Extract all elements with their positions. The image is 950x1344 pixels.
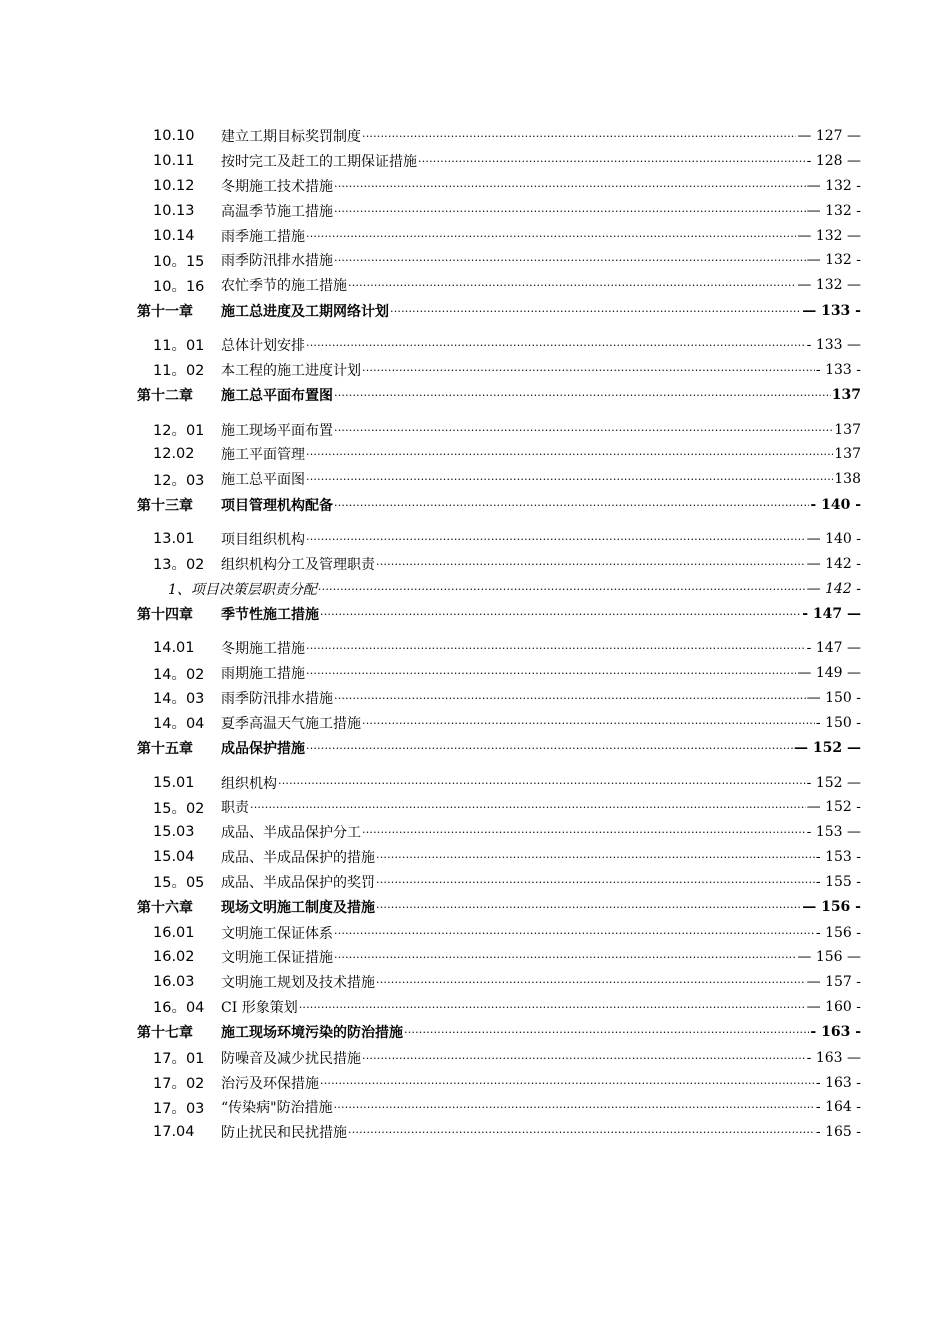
entry-number: 16.01 <box>153 924 195 941</box>
entry-title: 职责 <box>221 800 249 817</box>
entry-title: 成品、半成品保护分工 <box>221 825 361 842</box>
entry-number: 17.04 <box>153 1124 195 1141</box>
dot-leader <box>334 253 806 267</box>
entry-page-number: - 128 — <box>806 153 861 170</box>
entry-number: 10.11 <box>153 153 195 170</box>
entry-number: 17。01 <box>153 1051 205 1068</box>
dot-leader <box>404 1025 809 1039</box>
entry-number: 14。04 <box>153 716 205 733</box>
toc-chapter-entry[interactable] <box>137 298 861 324</box>
toc-section-entry[interactable] <box>137 820 861 845</box>
entry-number: 13。02 <box>153 557 205 574</box>
entry-number: 第十五章 <box>137 741 193 758</box>
entry-number: 第十一章 <box>137 303 193 320</box>
entry-title: 建立工期目标奖罚制度 <box>221 129 361 146</box>
toc-section-entry[interactable] <box>137 869 861 894</box>
entry-page-number: — 132 — <box>797 227 861 244</box>
toc-chapter-entry[interactable] <box>137 894 861 920</box>
toc-section-entry[interactable] <box>137 770 861 795</box>
entry-number: 10.14 <box>153 227 195 244</box>
entry-page-number: 137 <box>831 387 861 404</box>
dot-leader <box>334 388 831 402</box>
entry-page-number: — 157 - <box>806 974 861 991</box>
toc-section-entry[interactable] <box>137 357 861 382</box>
dot-leader <box>306 532 806 546</box>
entry-number: 15.01 <box>153 774 195 791</box>
toc-section-entry[interactable] <box>137 527 861 552</box>
dot-leader <box>306 447 833 461</box>
toc-section-entry[interactable] <box>137 149 861 174</box>
toc-section-entry[interactable] <box>137 273 861 298</box>
entry-page-number: — 133 - <box>802 302 861 319</box>
entry-number: 14.01 <box>153 640 195 657</box>
table-of-contents <box>137 124 861 1145</box>
entry-number: 15.03 <box>153 824 195 841</box>
entry-page-number: — 132 - <box>806 252 861 269</box>
entry-number: 16.03 <box>153 974 195 991</box>
toc-chapter-entry[interactable] <box>137 601 861 627</box>
entry-page-number: — 160 - <box>806 998 861 1015</box>
dot-leader <box>306 472 833 486</box>
toc-section-entry[interactable] <box>137 795 861 820</box>
entry-title: CI 形象策划 <box>221 999 298 1016</box>
entry-page-number: — 152 - <box>806 799 861 816</box>
toc-chapter-entry[interactable] <box>137 382 861 408</box>
entry-page-number: — 142 - <box>806 580 861 597</box>
dot-leader <box>376 975 806 989</box>
toc-section-entry[interactable] <box>137 467 861 492</box>
entry-number: 13.01 <box>153 530 195 547</box>
dot-leader <box>376 850 815 864</box>
dot-leader <box>362 363 815 377</box>
entry-title: 组织机构 <box>221 775 277 792</box>
entry-page-number: — 140 - <box>806 530 861 547</box>
entry-title: 防止扰民和民扰措施 <box>221 1125 347 1142</box>
entry-number: 17。02 <box>153 1076 205 1092</box>
entry-title: 雨季防汛排水措施 <box>221 253 333 270</box>
dot-leader <box>250 800 806 814</box>
entry-page-number: - 133 - <box>815 361 861 378</box>
entry-page-number: - 163 - <box>810 1024 861 1041</box>
entry-title: 防噪音及减少扰民措施 <box>221 1050 361 1067</box>
entry-page-number: — 132 - <box>806 202 861 219</box>
entry-number: 第十六章 <box>137 900 193 917</box>
dot-leader <box>362 1051 806 1065</box>
entry-page-number: — 149 — <box>797 665 861 682</box>
toc-section-entry[interactable] <box>137 1120 861 1145</box>
entry-number: 11。01 <box>153 338 205 355</box>
entry-page-number: — 152 — <box>794 740 861 757</box>
entry-title: 季节性施工措施 <box>221 606 319 623</box>
entry-title: 项目管理机构配备 <box>221 497 333 514</box>
toc-section-entry[interactable] <box>137 636 861 661</box>
entry-number: 16.02 <box>153 949 195 966</box>
entry-page-number: — 156 — <box>797 949 861 966</box>
entry-number: 11。02 <box>153 363 205 380</box>
toc-chapter-entry[interactable] <box>137 735 861 761</box>
entry-title: 夏季高温天气施工措施 <box>221 715 361 732</box>
entry-page-number: - 133 — <box>806 336 861 353</box>
entry-title: 按时完工及赶工的工期保证措施 <box>221 154 417 171</box>
entry-title: 施工平面管理 <box>221 447 305 464</box>
dot-leader <box>334 204 806 218</box>
entry-number: 10。15 <box>153 253 205 270</box>
entry-page-number: — 132 - <box>806 177 861 194</box>
entry-page-number: - 156 - <box>815 924 861 941</box>
entry-number: 第十三章 <box>137 497 193 514</box>
entry-page-number: - 163 — <box>806 1049 861 1066</box>
toc-section-entry[interactable] <box>137 845 861 870</box>
entry-page-number: - 153 — <box>806 824 861 841</box>
toc-section-entry[interactable] <box>137 333 861 358</box>
dot-leader <box>334 1100 815 1114</box>
entry-title: 组织机构分工及管理职责 <box>221 556 375 573</box>
toc-section-entry[interactable] <box>137 1095 861 1120</box>
entry-number: 第十二章 <box>137 388 193 405</box>
entry-page-number: - 147 — <box>806 640 861 657</box>
entry-page-number: - 147 — <box>802 605 861 622</box>
entry-number: 10.10 <box>153 128 195 145</box>
entry-number: 14。02 <box>153 666 205 683</box>
entry-page-number: - 155 - <box>815 873 861 890</box>
entry-title: “传染病"防治措施 <box>221 1100 333 1117</box>
dot-leader <box>362 716 815 730</box>
entry-title: 治污及环保措施 <box>221 1075 319 1092</box>
entry-page-number: — 127 — <box>797 128 861 145</box>
entry-title: 现场文明施工制度及措施 <box>221 900 375 917</box>
entry-number: 10.12 <box>153 177 195 194</box>
entry-number: 12。01 <box>153 423 205 440</box>
entry-page-number: - 152 — <box>806 774 861 791</box>
toc-section-entry[interactable] <box>137 710 861 735</box>
entry-page-number: - 150 - <box>815 714 861 731</box>
entry-page-number: — 150 - <box>806 689 861 706</box>
toc-section-entry[interactable] <box>137 417 861 442</box>
dot-leader <box>320 607 801 621</box>
toc-section-entry[interactable] <box>137 920 861 945</box>
entry-title: 施工现场环境污染的防治措施 <box>221 1025 403 1042</box>
entry-title: 冬期施工措施 <box>221 641 305 658</box>
toc-section-entry[interactable] <box>137 442 861 467</box>
entry-title: 文明施工规划及技术措施 <box>221 975 375 992</box>
entry-title: 施工总平面图 <box>221 472 305 489</box>
dot-leader <box>362 129 796 143</box>
entry-number: 第十四章 <box>137 606 193 623</box>
dot-leader <box>306 229 796 243</box>
dot-leader <box>418 154 806 168</box>
toc-chapter-entry[interactable] <box>137 1019 861 1045</box>
dot-leader <box>334 498 809 512</box>
entry-page-number: - 164 - <box>815 1099 861 1116</box>
entry-page-number: — 132 — <box>797 277 861 294</box>
entry-title: 文明施工保证措施 <box>221 950 333 967</box>
entry-number: 17。03 <box>153 1100 205 1117</box>
entry-number: 10.13 <box>153 202 195 219</box>
dot-leader <box>306 666 796 680</box>
toc-section-entry[interactable] <box>137 248 861 273</box>
toc-section-entry[interactable] <box>137 1070 861 1095</box>
dot-leader <box>362 825 806 839</box>
entry-title: 文明施工保证体系 <box>221 925 333 942</box>
toc-section-entry[interactable] <box>137 661 861 686</box>
toc-section-entry[interactable] <box>137 174 861 199</box>
entry-title: 雨季施工措施 <box>221 228 305 245</box>
entry-page-number: 137 <box>834 446 861 463</box>
entry-title: 成品、半成品保护的奖罚 <box>221 874 375 891</box>
entry-title: 成品保护措施 <box>221 741 305 758</box>
dot-leader <box>306 338 806 352</box>
entry-number: 15。05 <box>153 875 205 892</box>
dot-leader <box>320 1076 815 1090</box>
toc-section-entry[interactable] <box>137 995 861 1020</box>
toc-subentry[interactable] <box>137 576 861 601</box>
dot-leader <box>318 582 806 596</box>
entry-page-number: — 142 - <box>806 555 861 572</box>
entry-title: 成品、半成品保护的措施 <box>221 849 375 866</box>
dot-leader <box>334 179 806 193</box>
entry-number: 1、 <box>168 581 191 598</box>
entry-number: 14。03 <box>153 691 205 708</box>
entry-title: 冬期施工技术措施 <box>221 178 333 195</box>
entry-title: 施工总进度及工期网络计划 <box>221 303 389 320</box>
entry-page-number: - 153 - <box>815 848 861 865</box>
dot-leader <box>334 950 796 964</box>
dot-leader <box>376 875 815 889</box>
toc-section-entry[interactable] <box>137 198 861 223</box>
entry-title: 总体计划安排 <box>221 337 305 354</box>
entry-title: 施工总平面布置图 <box>221 388 333 405</box>
entry-title: 施工现场平面布置 <box>221 422 333 439</box>
dot-leader <box>376 900 801 914</box>
entry-title: 项目决策层职责分配 <box>190 581 317 598</box>
toc-section-entry[interactable] <box>137 945 861 970</box>
entry-page-number: - 165 - <box>815 1124 861 1141</box>
entry-number: 12。03 <box>153 472 205 489</box>
entry-page-number: 138 <box>834 471 861 488</box>
dot-leader <box>390 304 801 318</box>
dot-leader <box>334 423 833 437</box>
toc-section-entry[interactable] <box>137 124 861 149</box>
entry-number: 15。02 <box>153 800 205 817</box>
entry-title: 高温季节施工措施 <box>221 203 333 220</box>
dot-leader <box>376 557 806 571</box>
toc-section-entry[interactable] <box>137 223 861 248</box>
entry-number: 16。04 <box>153 1000 205 1017</box>
toc-section-entry[interactable] <box>137 551 861 576</box>
dot-leader <box>306 741 793 755</box>
dot-leader <box>334 691 806 705</box>
entry-page-number: 137 <box>834 421 861 438</box>
entry-number: 12.02 <box>153 446 195 463</box>
entry-page-number: — 156 - <box>802 899 861 916</box>
toc-section-entry[interactable] <box>137 686 861 711</box>
entry-number: 10。16 <box>153 278 205 295</box>
toc-section-entry[interactable] <box>137 1045 861 1070</box>
entry-title: 农忙季节的施工措施 <box>221 278 347 295</box>
entry-title: 项目组织机构 <box>221 531 305 548</box>
entry-number: 第十七章 <box>137 1025 193 1042</box>
dot-leader <box>278 776 806 790</box>
dot-leader <box>348 1125 815 1139</box>
entry-title: 雨季防汛排水措施 <box>221 690 333 707</box>
dot-leader <box>306 641 806 655</box>
dot-leader <box>348 278 796 292</box>
dot-leader <box>299 1000 806 1014</box>
entry-page-number: - 163 - <box>815 1074 861 1091</box>
dot-leader <box>334 926 815 940</box>
entry-title: 本工程的施工进度计划 <box>221 362 361 379</box>
toc-chapter-entry[interactable] <box>137 492 861 518</box>
entry-title: 雨期施工措施 <box>221 666 305 683</box>
entry-number: 15.04 <box>153 848 195 865</box>
toc-section-entry[interactable] <box>137 970 861 995</box>
entry-page-number: - 140 - <box>810 496 861 513</box>
